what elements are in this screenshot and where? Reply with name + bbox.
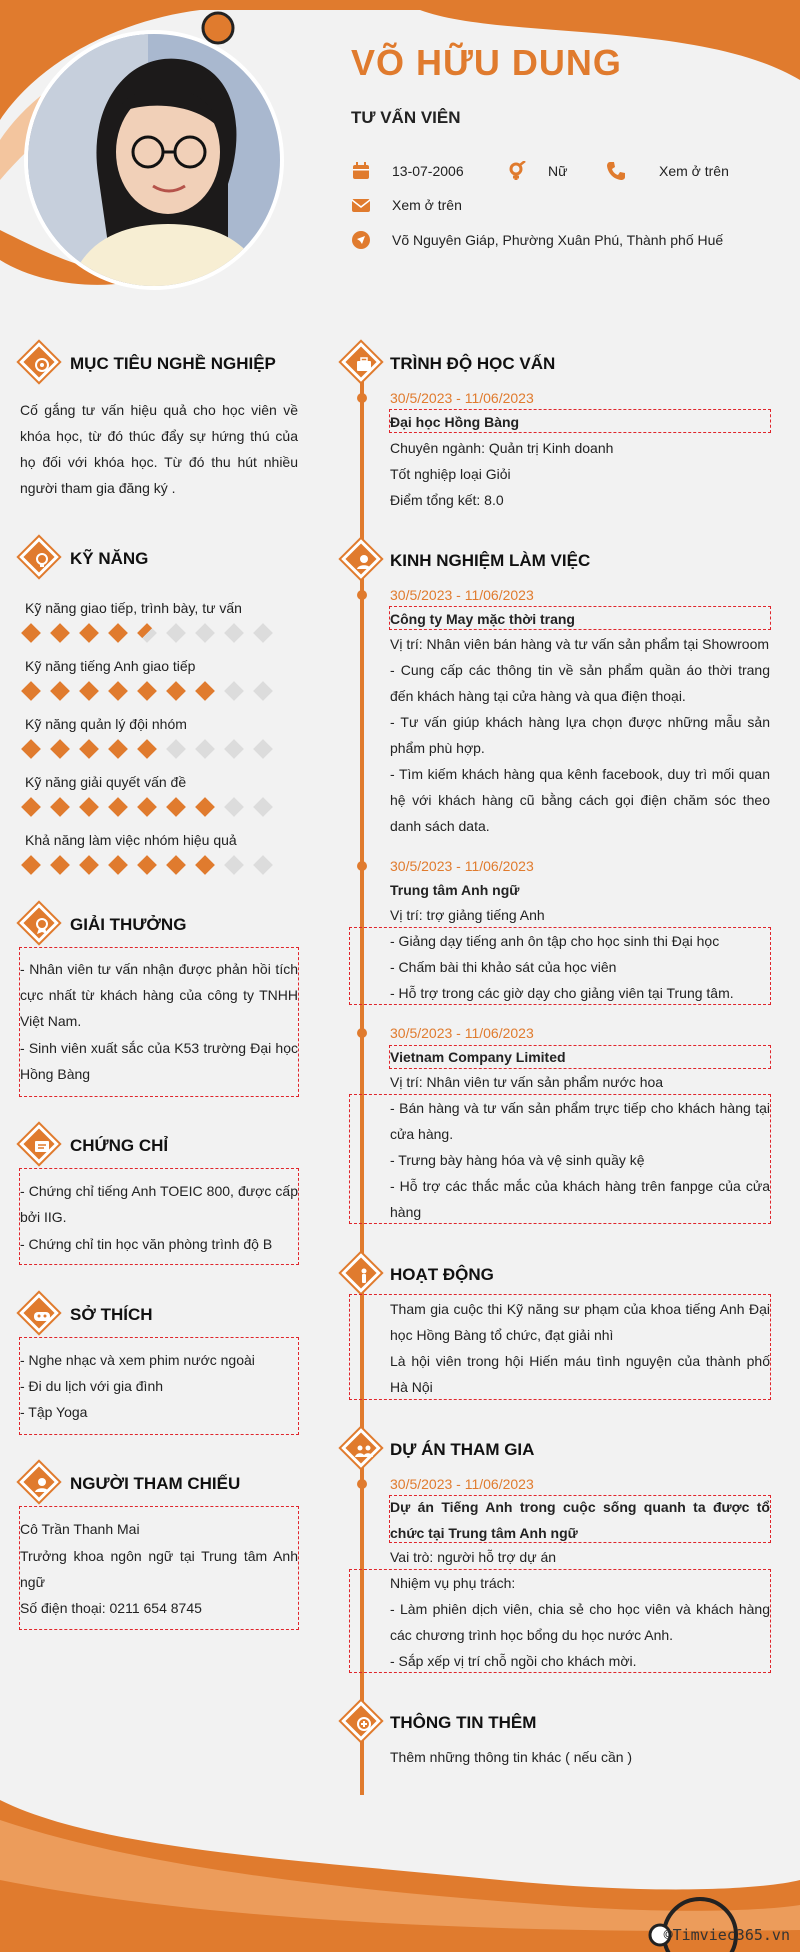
hobbies-line-2: - Đi du lịch với gia đình bbox=[20, 1378, 164, 1394]
job2-duty-2: - Chấm bài thi khảo sát của học viên bbox=[390, 959, 617, 975]
activity-icon bbox=[352, 1264, 380, 1292]
skill-rating-dot bbox=[137, 681, 157, 701]
reference-position: Trưởng khoa ngôn ngữ tại Trung tâm Anh ngữ bbox=[20, 1548, 298, 1590]
activities-title: HOẠT ĐỘNG bbox=[390, 1265, 494, 1284]
location-icon bbox=[351, 230, 371, 250]
job2-date: 30/5/2023 - 11/06/2023 bbox=[390, 858, 534, 874]
job3-company: Vietnam Company Limited bbox=[390, 1049, 566, 1065]
candidate-name: VÕ HỮU DUNG bbox=[351, 42, 622, 83]
target-icon bbox=[30, 353, 58, 381]
hobbies-line-3: - Tập Yoga bbox=[20, 1404, 88, 1420]
skill-rating-dot bbox=[195, 739, 215, 759]
job1-duty-3: - Tìm kiếm khách hàng qua kênh facebook, duy trì mối quan hệ với khách hàng cũ bằng cách gọi điện chăm sóc theo danh sách data. bbox=[390, 766, 770, 834]
skill-rating bbox=[21, 681, 273, 701]
skill-rating-dot bbox=[21, 623, 41, 643]
gender-icon bbox=[507, 161, 527, 181]
skill-rating-dot bbox=[224, 681, 244, 701]
skill-rating-dot bbox=[195, 623, 215, 643]
experience-title: KINH NGHIỆM LÀM VIỆC bbox=[390, 551, 591, 570]
skill-rating-dot bbox=[137, 739, 157, 759]
email-item bbox=[351, 195, 462, 215]
birthdate-text: 13-07-2006 bbox=[392, 163, 464, 179]
education-school: Đại học Hồng Bàng bbox=[390, 414, 520, 430]
timeline-dot bbox=[357, 861, 367, 871]
avatar bbox=[24, 30, 284, 290]
awards-title: GIẢI THƯỞNG bbox=[70, 915, 187, 934]
timeline-dot bbox=[357, 1479, 367, 1489]
skill-rating-dot bbox=[108, 855, 128, 875]
skill-label: Kỹ năng quản lý đội nhóm bbox=[25, 716, 187, 732]
skill-rating bbox=[21, 797, 273, 817]
certificates-title: CHỨNG CHỈ bbox=[70, 1136, 169, 1155]
plus-icon bbox=[352, 1712, 380, 1740]
extra-text: Thêm những thông tin khác ( nếu cần ) bbox=[390, 1749, 633, 1765]
references-title: NGƯỜI THAM CHIẾU bbox=[70, 1474, 241, 1493]
activities-line-1: Tham gia cuộc thi Kỹ năng sư phạm của khoa tiếng Anh Đại học Hồng Bàng tổ chức, đạt giải nhì bbox=[390, 1301, 770, 1343]
gender-text: Nữ bbox=[548, 163, 568, 179]
skill-rating-dot bbox=[50, 681, 70, 701]
skill-label: Khả năng làm việc nhóm hiệu quả bbox=[25, 832, 237, 848]
watermark: ©Timviec365.vn bbox=[663, 1926, 790, 1944]
education-date: 30/5/2023 - 11/06/2023 bbox=[390, 390, 534, 406]
skill-rating-dot bbox=[253, 681, 273, 701]
certificates-line-1: - Chứng chỉ tiếng Anh TOEIC 800, được cấp bởi IIG. bbox=[20, 1183, 298, 1225]
timeline-dot bbox=[357, 1028, 367, 1038]
project-task-1: - Làm phiên dịch viên, chia sẻ cho học viên và khách hàng các chương trình học bổng du học nước Anh. bbox=[390, 1601, 770, 1643]
skill-rating-dot bbox=[166, 681, 186, 701]
user-tie-icon bbox=[352, 550, 380, 578]
skill-rating-dot bbox=[253, 855, 273, 875]
job2-position: Vị trí: trợ giảng tiếng Anh bbox=[390, 907, 545, 923]
gamepad-icon bbox=[30, 1304, 58, 1332]
job1-duty-2: - Tư vấn giúp khách hàng lựa chọn được những mẫu sản phẩm phù hợp. bbox=[390, 714, 770, 756]
education-title: TRÌNH ĐỘ HỌC VẤN bbox=[390, 354, 556, 373]
job1-date: 30/5/2023 - 11/06/2023 bbox=[390, 587, 534, 603]
skill-rating-dot bbox=[224, 797, 244, 817]
education-major: Chuyên ngành: Quản trị Kinh doanh bbox=[390, 440, 614, 456]
skill-rating-dot bbox=[108, 797, 128, 817]
phone-icon bbox=[606, 161, 626, 181]
group-icon bbox=[352, 1439, 380, 1467]
activities-line-2: Là hội viên trong hội Hiến máu tình nguyện của thành phố Hà Nội bbox=[390, 1353, 770, 1395]
hobbies-line-1: - Nghe nhạc và xem phim nước ngoài bbox=[20, 1352, 255, 1368]
skill-rating-dot bbox=[50, 623, 70, 643]
phone-text: Xem ở trên bbox=[659, 163, 729, 179]
skill-rating-dot bbox=[224, 739, 244, 759]
job1-duty-1: - Cung cấp các thông tin về sản phẩm quần áo thời trang đến khách hàng tại cửa hàng và qua điện thoại. bbox=[390, 662, 770, 704]
skill-rating-dot bbox=[79, 739, 99, 759]
skill-rating-dot bbox=[50, 855, 70, 875]
skill-rating-dot bbox=[137, 797, 157, 817]
job1-position: Vị trí: Nhân viên bán hàng và tư vấn sản phẩm tại Showroom bbox=[390, 636, 770, 652]
timeline-dot bbox=[357, 393, 367, 403]
projects-title: DỰ ÁN THAM GIA bbox=[390, 1440, 535, 1459]
education-grade: Tốt nghiệp loại Giỏi bbox=[390, 466, 511, 482]
skill-rating-dot bbox=[21, 797, 41, 817]
skill-rating bbox=[21, 855, 273, 875]
skill-rating-dot bbox=[21, 855, 41, 875]
project-name: Dự án Tiếng Anh trong cuộc sống quanh ta được tổ chức tại Trung tâm Anh ngữ bbox=[390, 1499, 770, 1541]
skill-rating-dot bbox=[195, 797, 215, 817]
objective-title: MỤC TIÊU NGHỀ NGHIỆP bbox=[70, 354, 276, 373]
project-date: 30/5/2023 - 11/06/2023 bbox=[390, 1476, 534, 1492]
skill-rating-dot bbox=[166, 855, 186, 875]
skill-rating-dot bbox=[21, 681, 41, 701]
skill-rating-dot bbox=[79, 681, 99, 701]
skill-rating-dot bbox=[137, 623, 157, 643]
job3-position: Vị trí: Nhân viên tư vấn sản phẩm nước hoa bbox=[390, 1074, 664, 1090]
skill-rating bbox=[21, 739, 273, 759]
timeline-dot bbox=[357, 590, 367, 600]
phone-item bbox=[606, 161, 729, 181]
skill-rating-dot bbox=[253, 739, 273, 759]
skill-rating-dot bbox=[253, 797, 273, 817]
calendar-icon bbox=[351, 161, 371, 181]
project-role: Vai trò: người hỗ trợ dự án bbox=[390, 1549, 557, 1565]
skill-rating-dot bbox=[166, 739, 186, 759]
job1-company: Công ty May mặc thời trang bbox=[390, 611, 575, 627]
skills-title: KỸ NĂNG bbox=[70, 549, 149, 568]
job2-duty-3: - Hỗ trợ trong các giờ dạy cho giảng viên tại Trung tâm. bbox=[390, 985, 734, 1001]
address-item bbox=[351, 230, 723, 250]
birthdate-item bbox=[351, 161, 464, 181]
skill-rating-dot bbox=[79, 855, 99, 875]
skill-rating-dot bbox=[195, 681, 215, 701]
skill-label: Kỹ năng giải quyết vấn đề bbox=[25, 774, 187, 790]
skill-rating-dot bbox=[195, 855, 215, 875]
person-icon bbox=[30, 1473, 58, 1501]
award-icon bbox=[30, 914, 58, 942]
objective-text: Cố gắng tư vấn hiệu quả cho học viên về khóa học, từ đó thúc đẩy sự hứng thú của họ đối với khóa học. Từ đó thu hút nhiều người tham gia đăng ký . bbox=[20, 402, 298, 496]
skill-rating-dot bbox=[166, 623, 186, 643]
education-gpa: Điểm tổng kết: 8.0 bbox=[390, 492, 504, 508]
skill-rating-dot bbox=[253, 623, 273, 643]
gender-item bbox=[507, 161, 567, 181]
candidate-role: TƯ VẤN VIÊN bbox=[351, 108, 461, 127]
skill-rating-dot bbox=[21, 739, 41, 759]
skill-rating-dot bbox=[108, 681, 128, 701]
skill-rating-dot bbox=[224, 855, 244, 875]
skill-label: Kỹ năng tiếng Anh giao tiếp bbox=[25, 658, 196, 674]
job3-date: 30/5/2023 - 11/06/2023 bbox=[390, 1025, 534, 1041]
certificates-line-2: - Chứng chỉ tin học văn phòng trình độ B bbox=[20, 1236, 273, 1252]
skill-rating-dot bbox=[79, 797, 99, 817]
awards-line-1: - Nhân viên tư vấn nhận được phản hồi tích cực nhất từ khách hàng của công ty TNHH Việt Nam. bbox=[20, 961, 298, 1029]
email-icon bbox=[351, 195, 371, 215]
job2-duty-1: - Giảng dạy tiếng anh ôn tập cho học sinh thi Đại học bbox=[390, 933, 720, 949]
skill-rating-dot bbox=[79, 623, 99, 643]
project-tasks-label: Nhiệm vụ phụ trách: bbox=[390, 1575, 516, 1591]
skill-rating-dot bbox=[166, 797, 186, 817]
extra-title: THÔNG TIN THÊM bbox=[390, 1713, 537, 1732]
skill-rating-dot bbox=[50, 797, 70, 817]
job3-duty-2: - Trưng bày hàng hóa và vệ sinh quầy kệ bbox=[390, 1152, 645, 1168]
reference-phone: Số điện thoại: 0211 654 8745 bbox=[20, 1600, 202, 1616]
awards-line-2: - Sinh viên xuất sắc của K53 trường Đại học Hồng Bàng bbox=[20, 1040, 298, 1082]
briefcase-icon bbox=[352, 353, 380, 381]
skill-rating-dot bbox=[108, 623, 128, 643]
address-text: Võ Nguyên Giáp, Phường Xuân Phú, Thành phố Huế bbox=[392, 232, 724, 248]
reference-name: Cô Trần Thanh Mai bbox=[20, 1521, 140, 1537]
job3-duty-1: - Bán hàng và tư vấn sản phẩm trực tiếp cho khách hàng tại cửa hàng. bbox=[390, 1100, 770, 1142]
skill-rating-dot bbox=[137, 855, 157, 875]
job3-duty-3: - Hỗ trợ các thắc mắc của khách hàng trên fanpge của cửa hàng bbox=[390, 1178, 770, 1220]
certificate-icon bbox=[30, 1135, 58, 1163]
project-task-2: - Sắp xếp vị trí chỗ ngồi cho khách mời. bbox=[390, 1653, 637, 1669]
skill-rating bbox=[21, 623, 273, 643]
email-text: Xem ở trên bbox=[392, 197, 462, 213]
skill-label: Kỹ năng giao tiếp, trình bày, tư vấn bbox=[25, 600, 242, 616]
hobbies-title: SỞ THÍCH bbox=[70, 1305, 153, 1324]
skill-rating-dot bbox=[108, 739, 128, 759]
lightbulb-icon bbox=[30, 548, 58, 576]
skill-rating-dot bbox=[50, 739, 70, 759]
skill-rating-dot bbox=[224, 623, 244, 643]
job2-company: Trung tâm Anh ngữ bbox=[390, 882, 520, 898]
